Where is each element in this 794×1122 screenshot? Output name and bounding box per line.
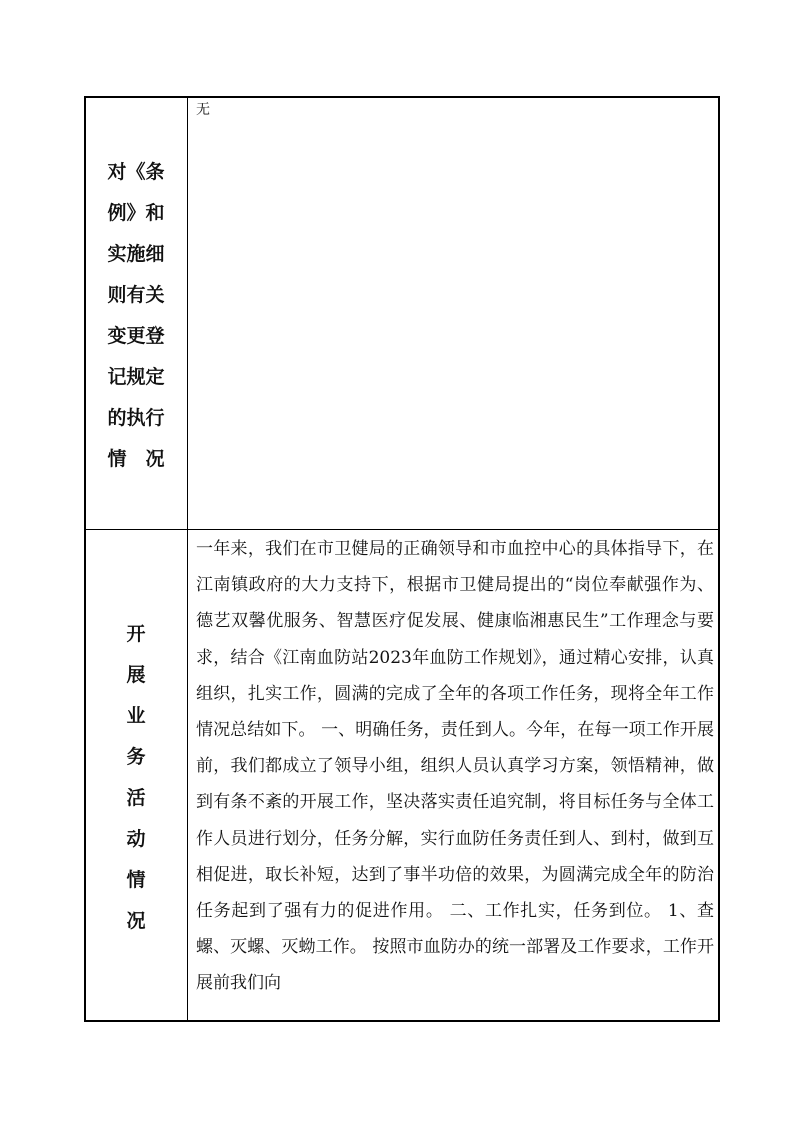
label-char: 况 <box>126 910 146 932</box>
label-char: 活 <box>126 787 146 809</box>
label-char: 开 <box>126 623 146 645</box>
row-content-business-activities: 一年来，我们在市卫健局的正确领导和市血控中心的具体指导下，在江南镇政府的大力支持下，根据市卫健局提出的“岗位奉献强作为、德艺双馨优服务、智慧医疗促发展、健康临湘惠民生”工作理念与要求，结合《江南血防站2023年血防工作规划》，通过精心安排，认真组织，扎实工作，圆满的完成了全年的各项工作任务，现将全年工作情况总结如下。 一、明确任务，责任到人。今年，在每一项工作开展前，我们都成立了领导小组，组织人员认真学习方案，领悟精神，做到有条不紊的开展工作，坚决落实责任追究制，将目标任务与全体工作人员进行划分，任务分解，实行血防任务责任到人、到村，做到互相促进，取长补短，达到了事半功倍的效果，为圆满完成全年的防治任务起到了强有力的促进作用。 二、工作扎实，任务到位。 1、查螺、灭螺、灭蚴工作。 按照市血防办的统一部署及工作要求，工作开展前我们向 <box>196 539 714 994</box>
row-divider <box>84 529 720 530</box>
label-char: 动 <box>126 828 146 850</box>
row-content-registration-changes: 无 <box>196 102 210 118</box>
label-char: 务 <box>126 746 146 768</box>
column-divider <box>187 96 188 1022</box>
label-char: 情 <box>126 869 146 891</box>
row-label-business-activities <box>86 614 186 942</box>
label-char: 业 <box>126 705 146 727</box>
label-char: 展 <box>126 664 146 686</box>
row-label-registration-changes: 对《条 例》和 实施细 则有关 变更登 记规定 的执行 情 况 <box>107 161 165 470</box>
